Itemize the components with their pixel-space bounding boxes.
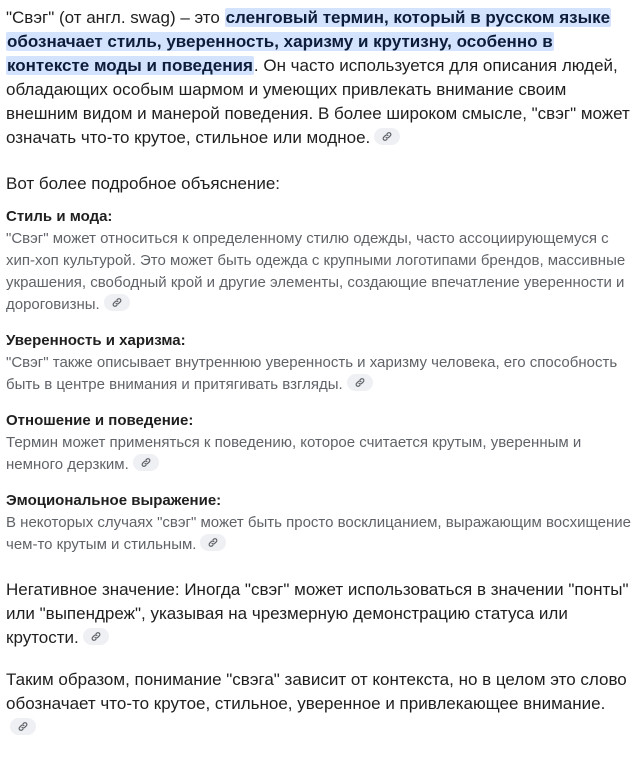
highlighted-definition[interactable]: сленговый термин, который в русском языке обозначает стиль, уверенность, харизму и крутизну, особенно в контексте моды и поведения <box>7 8 611 75</box>
section-confidence-charisma <box>6 330 632 396</box>
section-attitude-behavior <box>6 410 632 476</box>
lead-paragraph <box>6 6 632 150</box>
link-icon <box>140 457 152 468</box>
conclusion-text: Таким образом, понимание "свэга" зависит от контекста, но в целом это слово обозначает что-то крутое, стильное, уверенное и привлекающее внимание. <box>6 670 627 713</box>
section-body <box>6 432 632 476</box>
section-title: Отношение и поведение: <box>6 412 194 429</box>
source-link-button[interactable] <box>104 294 130 311</box>
negative-meaning-text: Негативное значение: Иногда "свэг" может использоваться в значении "понты" или "выпендреж", указывая на чрезмерную демонстрацию статуса или крутости. <box>6 580 629 647</box>
section-body-text: "Свэг" может относиться к определенному стилю одежды, часто ассоциирующемуся с хип-хоп культурой. Это может быть одежда с крупными логотипами брендов, массивные украшения, свободный крой и другие элементы, создающие впечатление уверенности и дороговизны. <box>6 230 626 313</box>
link-icon <box>207 537 219 548</box>
link-icon <box>354 377 366 388</box>
section-style-fashion <box>6 206 632 316</box>
source-link-button[interactable] <box>374 128 400 145</box>
section-title: Эмоциональное выражение: <box>6 492 222 509</box>
section-title: Уверенность и харизма: <box>6 332 186 349</box>
lead-text-before: "Свэг" (от англ. swag) – это <box>6 8 225 27</box>
source-link-button[interactable] <box>200 534 226 551</box>
link-icon <box>381 131 393 142</box>
intro-heading: Вот более подробное объяснение: <box>6 174 281 193</box>
lead-text-after: . Он часто используется для описания людей, обладающих особым шармом и умеющих привлекать внимание своим внешним видом и манерой поведения. В более широком смысле, "свэг" может означать что-то крутое, стильное или модное. <box>6 56 630 147</box>
section-emotional-expression <box>6 490 632 556</box>
section-body-text: В некоторых случаях "свэг" может быть просто восклицанием, выражающим восхищение чем-то крутым и стильным. <box>6 514 632 553</box>
link-icon <box>90 631 102 642</box>
source-link-button[interactable] <box>10 718 36 735</box>
section-body-text: "Свэг" также описывает внутреннюю уверенность и харизму человека, его способность быть в центре внимания и притягивать взгляды. <box>6 354 618 393</box>
source-link-button[interactable] <box>133 454 159 471</box>
conclusion-paragraph <box>6 668 632 740</box>
source-link-button[interactable] <box>347 374 373 391</box>
link-icon <box>17 721 29 732</box>
section-title: Стиль и мода: <box>6 208 113 225</box>
section-body <box>6 228 632 316</box>
negative-meaning-paragraph <box>6 578 632 650</box>
section-body-text: Термин может применяться к поведению, которое считается крутым, уверенным и немного дерзким. <box>6 434 582 473</box>
section-body <box>6 352 632 396</box>
section-body <box>6 512 632 556</box>
source-link-button[interactable] <box>83 628 109 645</box>
link-icon <box>111 297 123 308</box>
